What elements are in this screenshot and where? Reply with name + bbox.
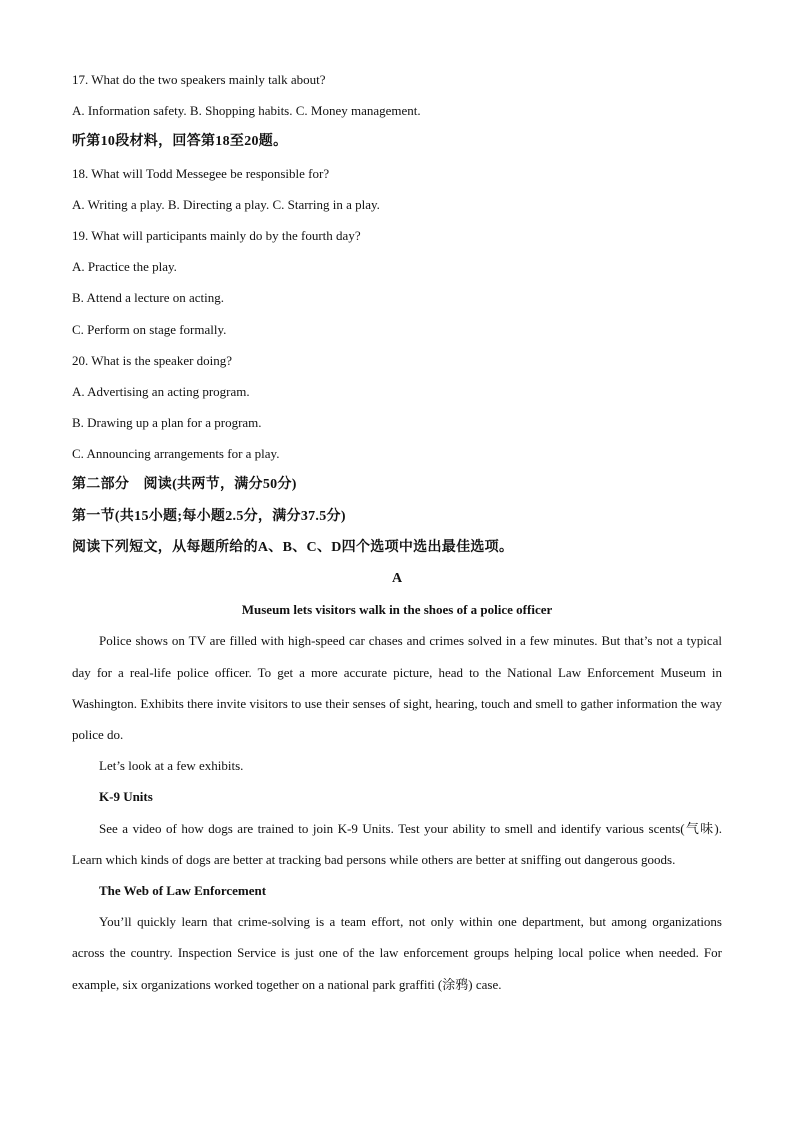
passage-title: Museum lets visitors walk in the shoes of a police officer bbox=[241, 602, 553, 618]
question-19-option-b: B. Attend a lecture on acting. bbox=[72, 290, 224, 306]
subheading-web-of-law: The Web of Law Enforcement bbox=[99, 882, 267, 898]
paragraph-exhibits-lead: Let’s look at a few exhibits. bbox=[99, 758, 244, 774]
question-20-option-b: B. Drawing up a plan for a program. bbox=[72, 415, 262, 431]
paragraph-intro: Police shows on TV are filled with high-speed car chases and crimes solved in a few minutes. But that’s not a typical day for a real-life police officer. To get a more accurate picture, head to the National Law Enforcement Museum in Washington. Exhibits there invite visitors to use their senses of sight, hearing, touch and smell to gather information the way police do. bbox=[72, 633, 722, 742]
reading-section-heading: 第一节(共15小题;每小题2.5分，满分37.5分) bbox=[72, 508, 346, 524]
question-19-option-c: C. Perform on stage formally. bbox=[72, 321, 227, 337]
document-page bbox=[72, 64, 722, 1000]
section-10-instruction: 听第10段材料，回答第18至20题。 bbox=[72, 134, 288, 150]
question-19: 19. What will participants mainly do by the fourth day? bbox=[72, 227, 361, 243]
question-20-option-c: C. Announcing arrangements for a play. bbox=[72, 446, 280, 462]
question-20-option-a: A. Advertising an acting program. bbox=[72, 383, 250, 399]
paragraph-k9-units: See a video of how dogs are trained to join K-9 Units. Test your ability to smell and identify various scents(气味). Learn which kinds of dogs are better at tracking bad persons while others are better at sniffing out dangerous goods. bbox=[72, 820, 722, 867]
question-18: 18. What will Todd Messegee be responsible for? bbox=[72, 165, 330, 181]
reading-instruction: 阅读下列短文，从每题所给的A、B、C、D四个选项中选出最佳选项。 bbox=[72, 539, 514, 555]
question-17: 17. What do the two speakers mainly talk about? bbox=[72, 72, 326, 87]
paragraph-web-of-law: You’ll quickly learn that crime-solving is a team effort, not only within one department, but among organizations across the country. Inspection Service is just one of the law enforcement groups helping local police when needed. For example, six organizations worked together on a national park graffiti (涂鸦) case. bbox=[72, 914, 722, 992]
question-20: 20. What is the speaker doing? bbox=[72, 352, 233, 368]
question-18-options: A. Writing a play. B. Directing a play. C. Starring in a play. bbox=[72, 196, 380, 212]
question-17-options: A. Information safety. B. Shopping habits. C. Money management. bbox=[72, 103, 421, 119]
reading-part-heading: 第二部分 阅读(共两节，满分50分) bbox=[72, 477, 297, 493]
passage-letter: A bbox=[391, 571, 403, 586]
subheading-k9-units: K-9 Units bbox=[99, 789, 153, 805]
question-19-option-a: A. Practice the play. bbox=[72, 259, 177, 275]
